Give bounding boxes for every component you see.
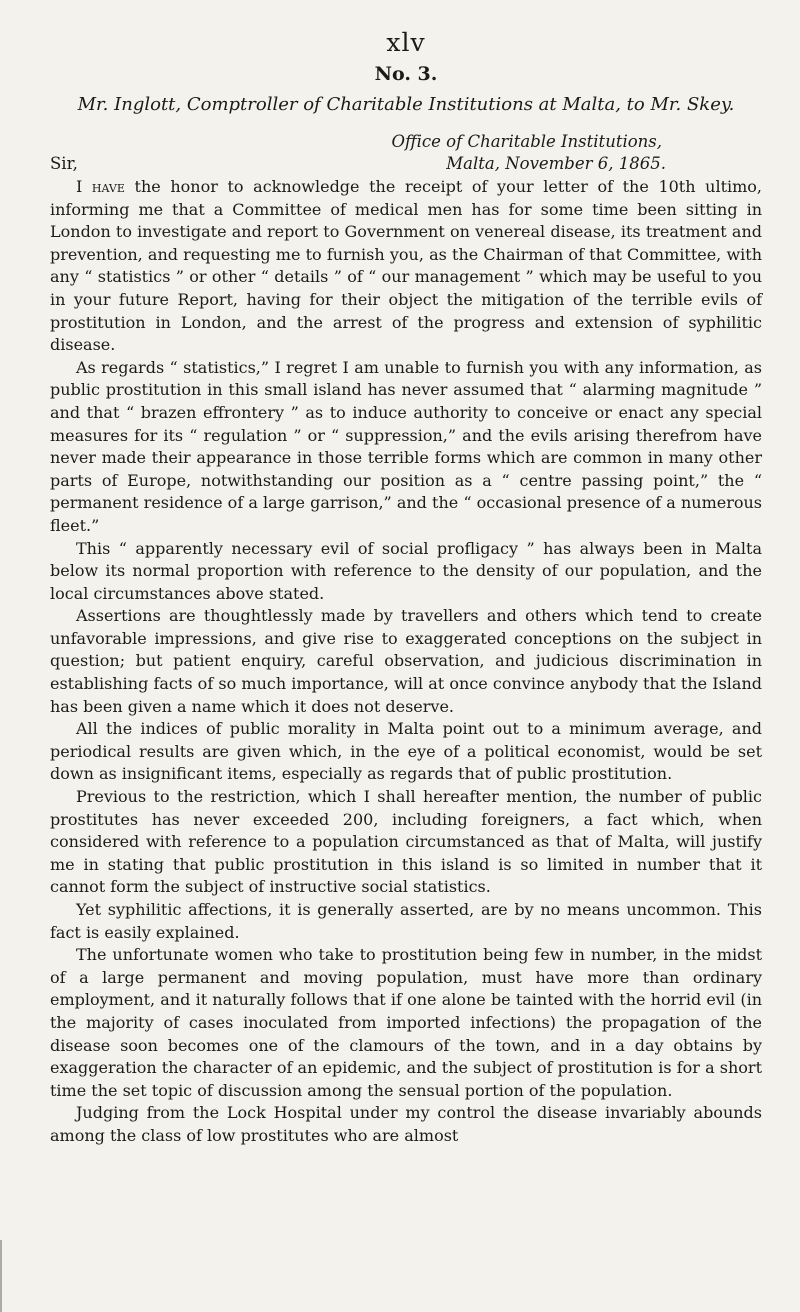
paragraph-3: This “ apparently necessary evil of social profligacy ” has always been in Malta below its normal proportion with reference to the density of our population, and the local circumstances above stated. <box>50 538 762 603</box>
document-number: No. 3. <box>374 63 438 85</box>
office-line: Office of Charitable Institutions, <box>391 132 662 151</box>
date-line: Malta, November 6, 1865. <box>446 154 666 173</box>
letter-heading: Mr. Inglott, Comptroller of Charitable Institutions at Malta, to Mr. Skey. <box>77 94 735 115</box>
paragraph-1 <box>50 176 762 357</box>
salutation-row <box>50 153 762 175</box>
first-word: I have <box>76 177 125 196</box>
paragraph-6: Previous to the restriction, which I shall hereafter mention, the number of public prostitutes has never exceeded 200, including foreigners, a fact which, when considered with reference to a population circumstanced as that of Malta, will justify me in stating that public prostitution in this island is so limited in number that it cannot form the subject of instructive social statistics. <box>50 787 762 897</box>
paragraph-1-text: the honor to acknowledge the receipt of your letter of the 10th ultimo, informing me that a Committee of medical men has for some time been sitting in London to investigate and report to Government on venereal disease, its treatment and prevention, and requesting me to furnish you, as the Chairman of that Committee, with any “ statistics ” or other “ details ” of “ our management ” which may be useful to you in your future Report, having for their object the mitigation of the terrible evils of prostitution in London, and the arrest of the progress and extension of syphilitic disease. <box>50 177 763 355</box>
document-page <box>50 28 762 1148</box>
paragraph-5: All the indices of public morality in Malta point out to a minimum average, and periodical results are given which, in the eye of a political economist, would be set down as insignificant items, especially as regards that of public prostitution. <box>50 719 762 784</box>
salutation: Sir, <box>50 154 78 173</box>
paragraph-8: The unfortunate women who take to prostitution being few in number, in the midst of a large permanent and moving population, must have more than ordinary employment, and it naturally follows that if one alone be tainted with the horrid evil (in the majority of cases inoculated from imported infections) the propagation of the disease soon becomes one of the clamours of the town, and in a day obtains by exaggeration the character of an epidemic, and the subject of prostitution is for a short time the set topic of discussion among the sensual portion of the population. <box>50 945 762 1100</box>
paragraph-2: As regards “ statistics,” I regret I am unable to furnish you with any information, as public prostitution in this small island has never assumed that “ alarming magnitude ” and that “ brazen effrontery ” as to induce authority to conceive or enact any special measures for its “ regulation ” or “ suppression,” and the evils arising therefrom have never made their appearance in those terrible forms which are common in many other parts of Europe, notwithstanding our position as a “ centre passing point,” the “ permanent residence of a large garrison,” and the “ occasional presence of a numerous fleet.” <box>50 357 762 535</box>
paragraph-4: Assertions are thoughtlessly made by travellers and others which tend to create unfavorable impressions, and give rise to exaggerated conceptions on the subject in question; but patient enquiry, careful observation, and judicious discrimination in establishing facts of so much importance, will at once convince anybody that the Island has been given a name which it does not deserve. <box>50 606 762 716</box>
paragraph-9: Judging from the Lock Hospital under my control the disease invariably abounds among the class of low prostitutes who are almost <box>50 1103 762 1145</box>
page-number: xlv <box>386 28 426 57</box>
paragraph-7: Yet syphilitic affections, it is generally asserted, are by no means uncommon. This fact is easily explained. <box>50 900 762 942</box>
binding-edge-mark <box>0 1240 8 1312</box>
